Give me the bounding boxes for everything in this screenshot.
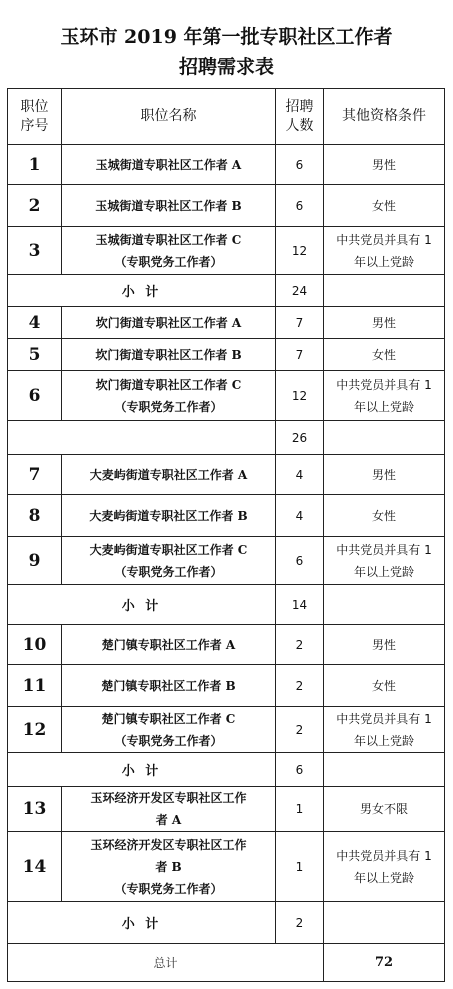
row-count: 6 [276, 185, 324, 227]
row-condition: 男性 [324, 145, 445, 185]
row-seq: 1 [8, 145, 62, 185]
row-condition: 女性 [324, 185, 445, 227]
row-condition: 男女不限 [324, 787, 445, 832]
row-position: 大麦屿街道专职社区工作者 A [62, 455, 276, 495]
subtotal-label: 小 计 [8, 753, 276, 787]
table-row [8, 185, 445, 227]
header-seq: 职位 序号 [8, 89, 62, 145]
subtotal-row [8, 902, 445, 944]
row-count: 2 [276, 707, 324, 753]
table-row [8, 832, 445, 902]
row-count: 2 [276, 665, 324, 707]
row-count: 2 [276, 625, 324, 665]
row-position: 楚门镇专职社区工作者 C （专职党务工作者） [62, 707, 276, 753]
subtotal-label: 小 计 [8, 275, 276, 307]
row-count: 6 [276, 145, 324, 185]
table-row [8, 371, 445, 421]
document-subtitle: 招聘需求表 [178, 56, 274, 78]
row-position: 楚门镇专职社区工作者 B [62, 665, 276, 707]
row-condition: 女性 [324, 339, 445, 371]
subtotal-empty [324, 421, 445, 455]
row-position: 玉环经济开发区专职社区工作 者 A [62, 787, 276, 832]
table-row [8, 625, 445, 665]
row-seq: 11 [8, 665, 62, 707]
row-position: 楚门镇专职社区工作者 A [62, 625, 276, 665]
row-condition: 中共党员并具有 1 年以上党龄 [324, 537, 445, 585]
row-count: 7 [276, 307, 324, 339]
subtotal-row [8, 421, 445, 455]
table-row [8, 145, 445, 185]
document-title: 玉环市 2019 年第一批专职社区工作者 [60, 26, 393, 48]
subtotal-row [8, 753, 445, 787]
subtotal-label [8, 421, 276, 455]
row-seq: 8 [8, 495, 62, 537]
subtotal-row [8, 275, 445, 307]
table-row [8, 455, 445, 495]
table-row [8, 665, 445, 707]
row-position: 大麦屿街道专职社区工作者 B [62, 495, 276, 537]
subtotal-empty [324, 753, 445, 787]
row-seq: 13 [8, 787, 62, 832]
row-position: 玉城街道专职社区工作者 B [62, 185, 276, 227]
total-label: 总计 [8, 944, 324, 982]
row-condition: 男性 [324, 625, 445, 665]
header-count: 招聘 人数 [276, 89, 324, 145]
table-row [8, 495, 445, 537]
subtotal-count: 24 [276, 275, 324, 307]
row-seq: 2 [8, 185, 62, 227]
row-condition: 男性 [324, 455, 445, 495]
table-row [8, 307, 445, 339]
row-condition: 中共党员并具有 1 年以上党龄 [324, 832, 445, 902]
row-seq: 14 [8, 832, 62, 902]
row-count: 1 [276, 832, 324, 902]
subtotal-row [8, 585, 445, 625]
row-position: 坎门街道专职社区工作者 C （专职党务工作者） [62, 371, 276, 421]
row-condition: 女性 [324, 665, 445, 707]
subtotal-empty [324, 275, 445, 307]
row-seq: 4 [8, 307, 62, 339]
row-condition: 女性 [324, 495, 445, 537]
row-count: 7 [276, 339, 324, 371]
header-position: 职位名称 [62, 89, 276, 145]
row-condition: 中共党员并具有 1 年以上党龄 [324, 371, 445, 421]
header-conditions: 其他资格条件 [324, 89, 445, 145]
subtotal-label: 小 计 [8, 585, 276, 625]
row-condition: 中共党员并具有 1 年以上党龄 [324, 707, 445, 753]
row-count: 1 [276, 787, 324, 832]
subtotal-label: 小 计 [8, 902, 276, 944]
row-seq: 7 [8, 455, 62, 495]
row-count: 4 [276, 495, 324, 537]
row-count: 12 [276, 371, 324, 421]
row-position: 玉环经济开发区专职社区工作 者 B （专职党务工作者） [62, 832, 276, 902]
subtotal-count: 6 [276, 753, 324, 787]
row-position: 玉城街道专职社区工作者 C （专职党务工作者） [62, 227, 276, 275]
subtotal-count: 26 [276, 421, 324, 455]
subtotal-count: 14 [276, 585, 324, 625]
row-condition: 中共党员并具有 1 年以上党龄 [324, 227, 445, 275]
subtotal-count: 2 [276, 902, 324, 944]
subtotal-empty [324, 585, 445, 625]
table-row [8, 227, 445, 275]
row-seq: 5 [8, 339, 62, 371]
recruitment-table [7, 88, 445, 982]
table-row [8, 537, 445, 585]
table-row [8, 339, 445, 371]
row-position: 玉城街道专职社区工作者 A [62, 145, 276, 185]
row-position: 大麦屿街道专职社区工作者 C （专职党务工作者） [62, 537, 276, 585]
table-row [8, 707, 445, 753]
row-seq: 3 [8, 227, 62, 275]
row-position: 坎门街道专职社区工作者 A [62, 307, 276, 339]
row-position: 坎门街道专职社区工作者 B [62, 339, 276, 371]
row-condition: 男性 [324, 307, 445, 339]
row-seq: 12 [8, 707, 62, 753]
subtotal-empty [324, 902, 445, 944]
row-seq: 9 [8, 537, 62, 585]
row-count: 6 [276, 537, 324, 585]
table-row [8, 787, 445, 832]
total-count: 72 [324, 944, 445, 982]
row-seq: 6 [8, 371, 62, 421]
row-count: 4 [276, 455, 324, 495]
row-seq: 10 [8, 625, 62, 665]
total-row [8, 944, 445, 982]
header-row [8, 89, 445, 145]
row-count: 12 [276, 227, 324, 275]
